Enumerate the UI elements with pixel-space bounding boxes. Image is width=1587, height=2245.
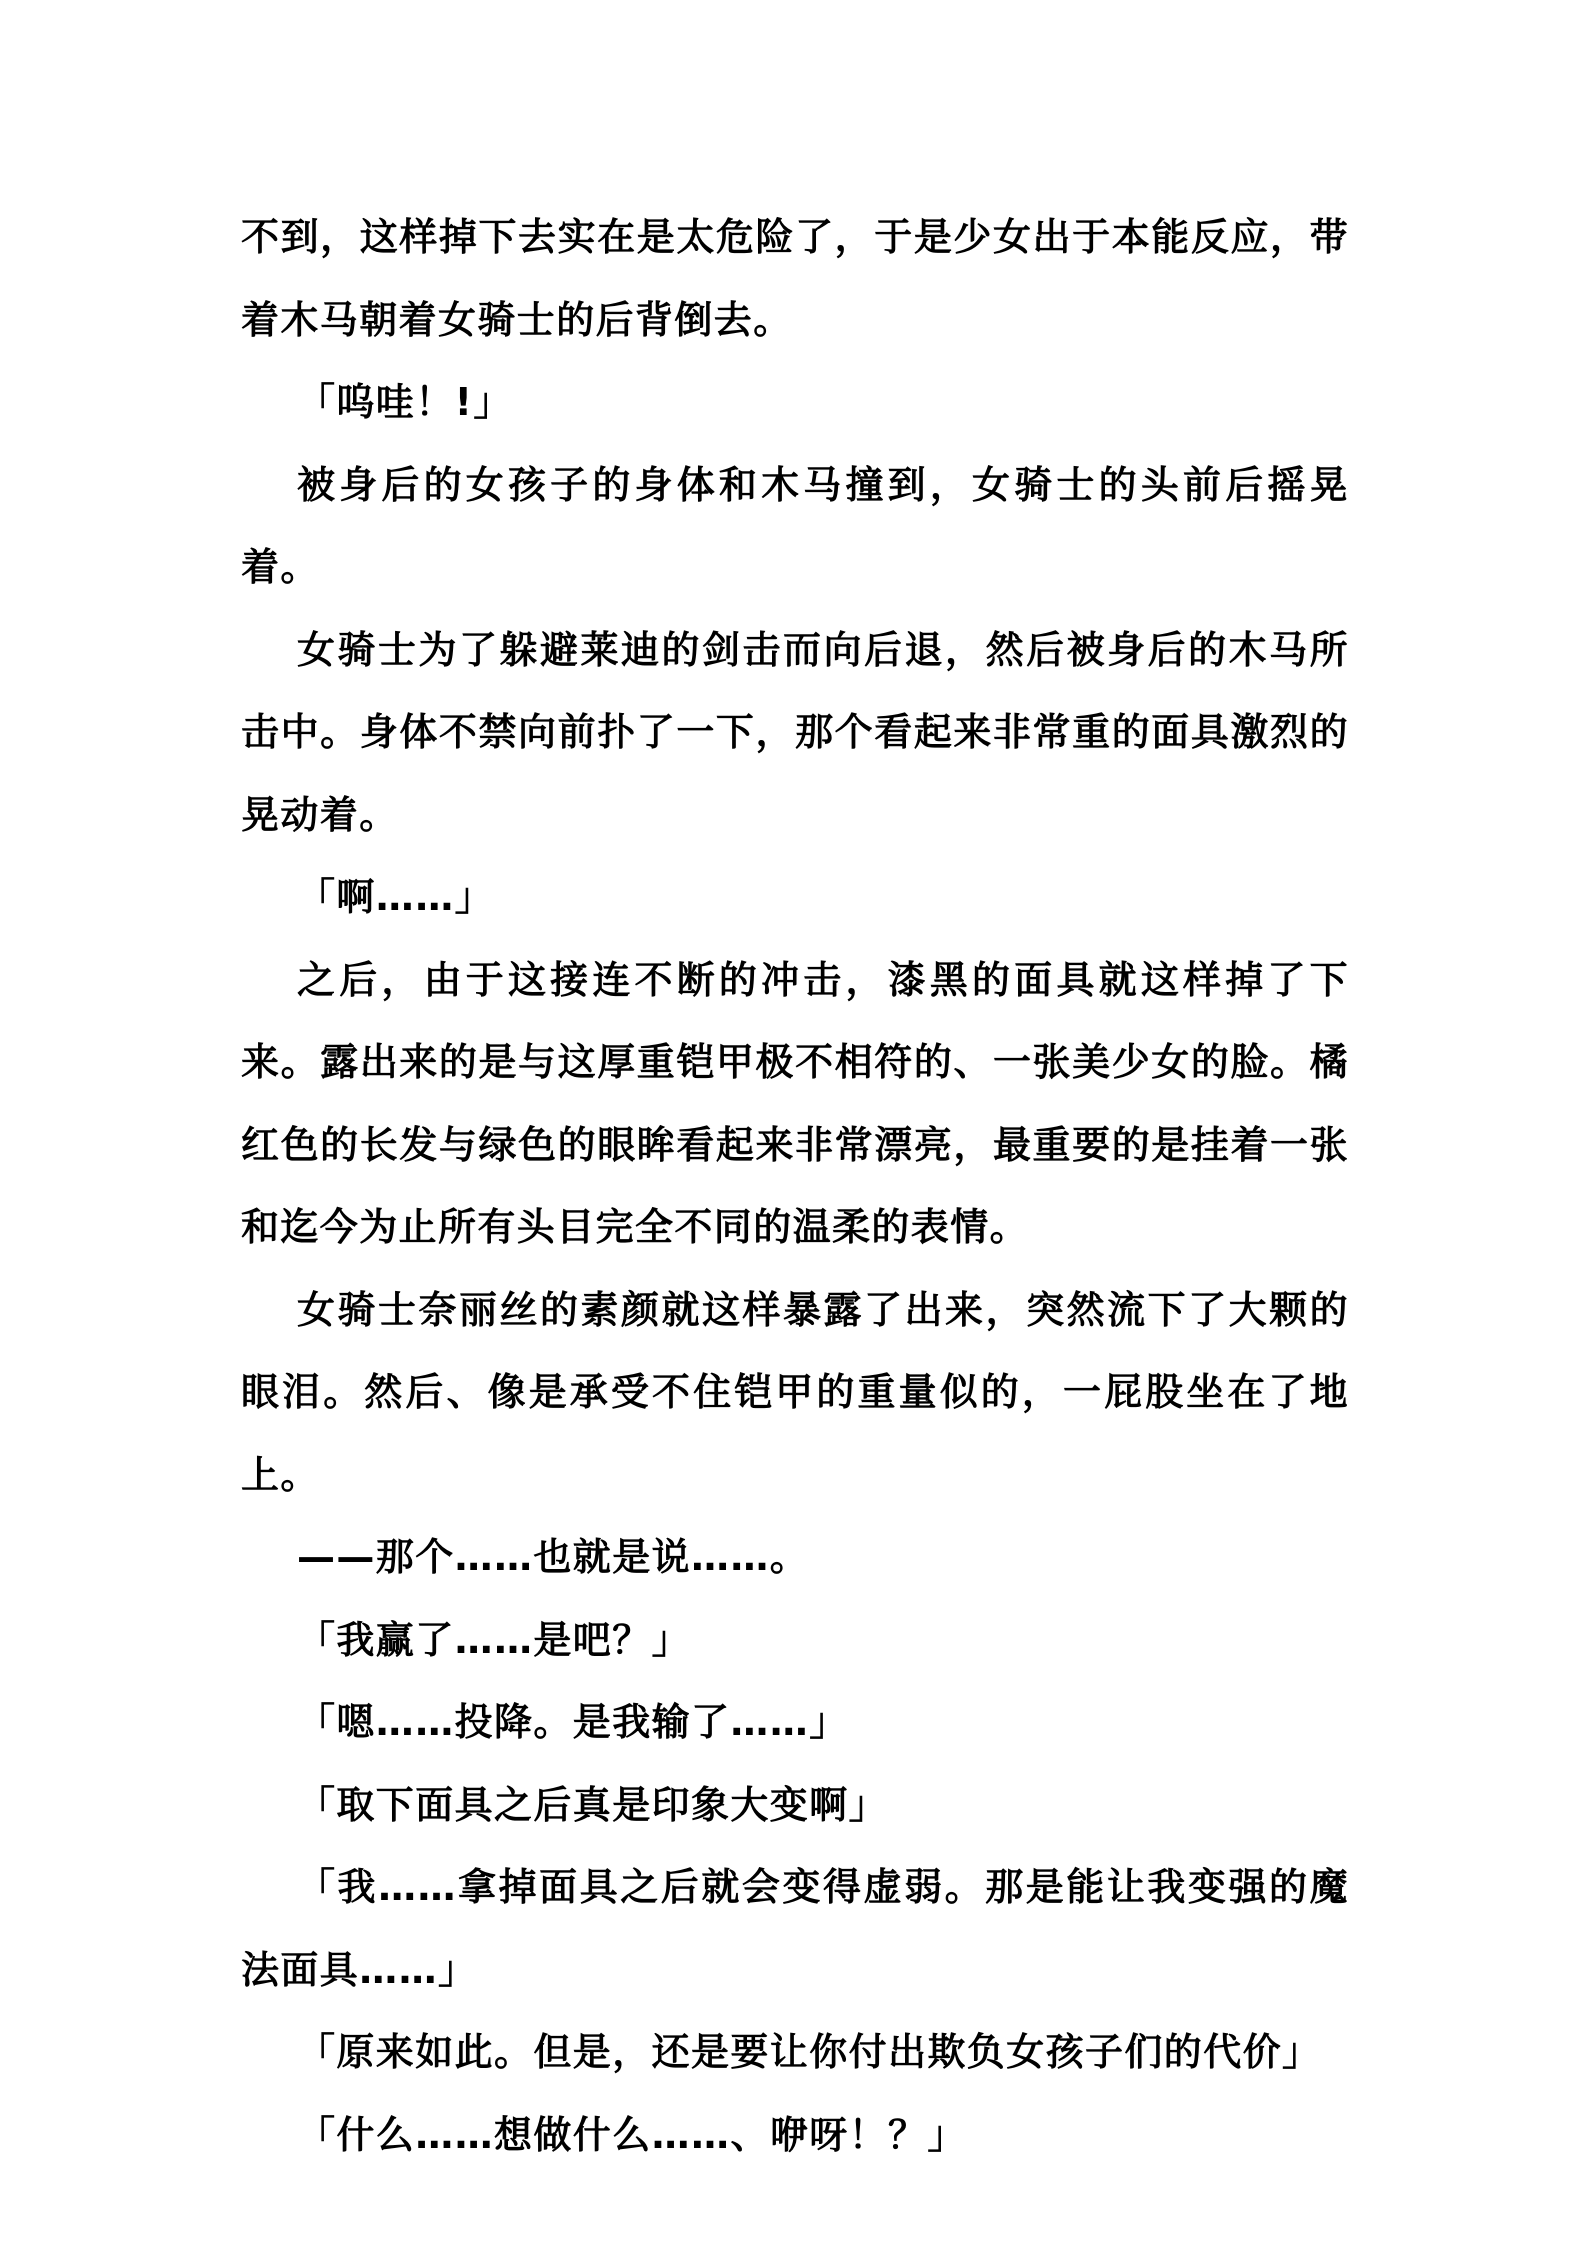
paragraph-dialogue: 「原来如此。但是，还是要让你付出欺负女孩子们的代价」 — [297, 2030, 1322, 2074]
paragraph-narration: 女骑士奈丽丝的素颜就这样暴露了出来，突然流下了大颗的眼泪。然后、像是承受不住铠甲的重量似的，一屁股坐在了地上。 — [241, 1287, 1349, 1497]
paragraph-monologue: ——那个……也就是说……。 — [297, 1535, 810, 1579]
paragraph-dialogue: 「取下面具之后真是印象大变啊」 — [297, 1782, 889, 1827]
paragraph-dialogue: 「呜哇！!」 — [297, 380, 513, 424]
paragraph-dialogue: 「什么……想做什么……、咿呀！？」 — [297, 2112, 967, 2157]
document-page — [241, 196, 1349, 2176]
paragraph-dialogue: 「我……拿掉面具之后就会变得虚弱。那是能让我变强的魔法面具……」 — [241, 1865, 1349, 1992]
paragraph-dialogue: 「我赢了……是吧？」 — [297, 1617, 692, 1662]
paragraph-narration: 被身后的女孩子的身体和木马撞到，女骑士的头前后摇晃着。 — [241, 462, 1349, 589]
paragraph-dialogue: 「嗯……投降。是我输了……」 — [297, 1700, 849, 1744]
paragraph-narration: 女骑士为了躲避莱迪的剑击而向后退，然后被身后的木马所击中。身体不禁向前扑了一下，那个看起来非常重的面具激烈的晃动着。 — [241, 627, 1349, 837]
paragraph-dialogue: 「啊……」 — [297, 875, 495, 919]
paragraph-narration: 之后，由于这接连不断的冲击，漆黑的面具就这样掉了下来。露出来的是与这厚重铠甲极不相符的、一张美少女的脸。橘红色的长发与绿色的眼眸看起来非常漂亮，最重要的是挂着一张和迄今为止所有头目完全不同的温柔的表情。 — [241, 957, 1349, 1249]
paragraph-narration: 不到，这样掉下去实在是太危险了，于是少女出于本能反应，带着木马朝着女骑士的后背倒去。 — [241, 215, 1349, 342]
